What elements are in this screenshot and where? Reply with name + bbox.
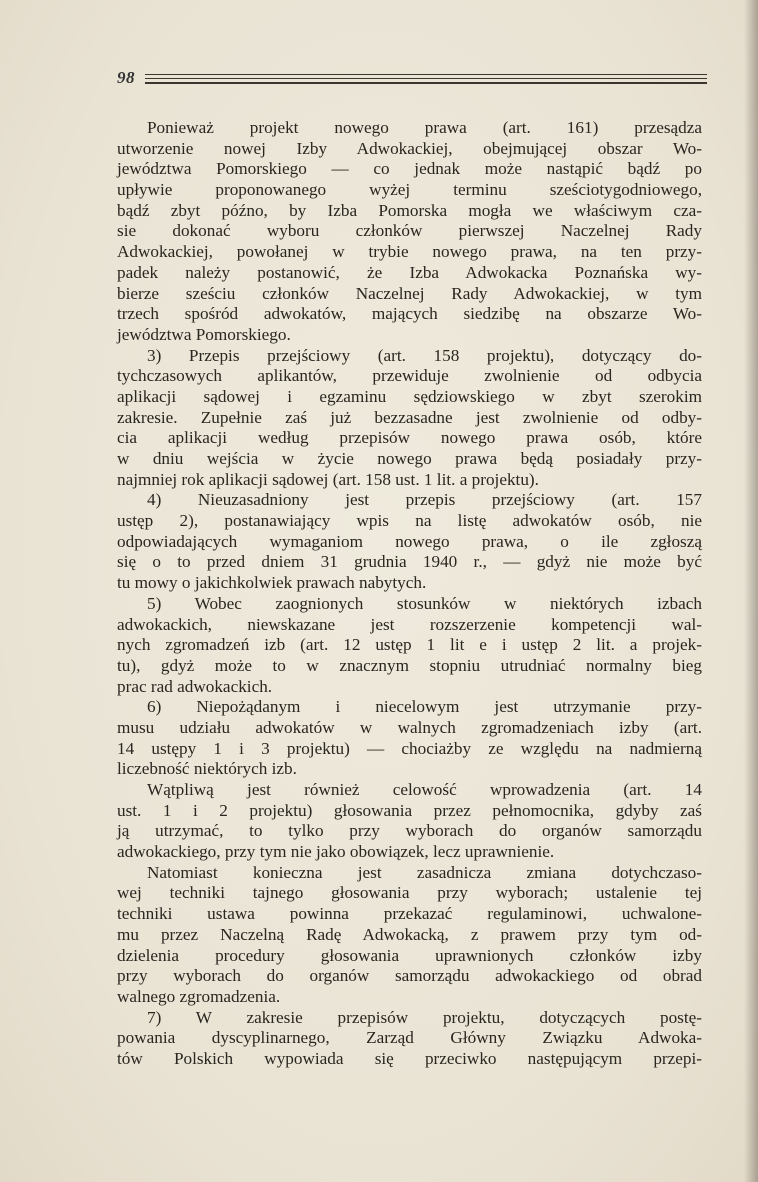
text-line: adwokackiego, przy tym nie jako obowiązek, lecz uprawnienie. — [117, 842, 555, 862]
text-line: musu udziału adwokatów w walnych zgromadzeniach izby (art. — [117, 717, 702, 737]
text-line: ust. 1 i 2 projektu) głosowania przez pełnomocnika, gdyby zaś — [117, 800, 702, 820]
body-text — [117, 118, 702, 1070]
text-line: aplikacji sądowej i egzaminu sędziowskiego w zbyt szerokim — [117, 386, 702, 406]
text-line: Wątpliwą jest również celowość wprowadzenia (art. 14 — [147, 780, 702, 799]
text-line: trzech spośród adwokatów, mających siedzibę na obszarze Wo- — [117, 304, 702, 324]
header-rule — [145, 82, 707, 84]
text-line: bądź zbyt późno, by Izba Pomorska mogła we właściwym cza- — [117, 200, 702, 220]
text-line: tu), gdyż może to w znacznym stopniu utrudniać normalny bieg — [117, 655, 702, 675]
text-line: Ponieważ projekt nowego prawa (art. 161) przesądza — [147, 118, 702, 137]
text-line: jewództwa Pomorskiego — co jednak może nastąpić bądź po — [117, 159, 702, 179]
text-line: tychczasowych aplikantów, przewiduje zwolnienie od odbycia — [117, 366, 702, 386]
text-line: nych zgromadzeń izb (art. 12 ustęp 1 lit e i ustęp 2 lit. a projek- — [117, 635, 702, 655]
text-line: sie dokonać wyboru członków pierwszej Naczelnej Rady — [117, 221, 702, 241]
text-line: prac rad adwokackich. — [117, 676, 273, 696]
text-line: Natomiast konieczna jest zasadnicza zmiana dotychczaso- — [147, 862, 702, 882]
text-line: tu mowy o jakichkolwiek prawach nabytych. — [117, 573, 427, 593]
text-line: 6) Niepożądanym i niecelowym jest utrzymanie przy- — [147, 697, 702, 717]
text-line: padek należy postanowić, że Izba Adwokacka Poznańska wy- — [117, 262, 702, 282]
text-line: Adwokackiej, powołanej w trybie nowego prawa, na ten przy- — [117, 242, 702, 262]
text-line: upływie proponowanego wyżej terminu sześciotygodniowego, — [117, 180, 702, 200]
text-line: się o to przed dniem 31 grudnia 1940 r., — gdyż nie może być — [117, 552, 702, 572]
text-line: bierze sześciu członków Naczelnej Rady Adwokackiej, w tym — [117, 283, 702, 303]
text-line: ją utrzymać, to tylko przy wyborach do organów samorządu — [117, 821, 702, 841]
text-line: ustęp 2), postanawiający wpis na listę adwokatów osób, nie — [117, 511, 702, 531]
text-line: zakresie. Zupełnie zaś już bezzasadne jest zwolnienie od odby- — [117, 407, 702, 427]
page-edge-shadow — [744, 0, 758, 1182]
page-header — [117, 68, 707, 92]
text-line: techniki ustawa powinna przekazać regulaminowi, uchwalone- — [117, 904, 702, 924]
text-line: 3) Przepis przejściowy (art. 158 projektu), dotyczący do- — [147, 345, 702, 365]
text-line: 14 ustępy 1 i 3 projektu) — chociażby ze względu na nadmierną — [117, 738, 702, 758]
text-line: utworzenie nowej Izby Adwokackiej, obejmującej obszar Wo- — [117, 138, 702, 158]
text-line: walnego zgromadzenia. — [117, 986, 281, 1006]
text-line: odpowiadających wymaganiom nowego prawa, o ile zgłoszą — [117, 531, 702, 551]
text-line: cia aplikacji według przepisów nowego prawa osób, które — [117, 428, 702, 448]
text-line: liczebność niektórych izb. — [117, 759, 297, 779]
text-line: w dniu wejścia w życie nowego prawa będą posiadały przy- — [117, 449, 702, 468]
text-line: mu przez Naczelną Radę Adwokacką, z prawem przy tym od- — [117, 924, 702, 944]
text-line: najmniej rok aplikacji sądowej (art. 158 ust. 1 lit. a projektu). — [117, 469, 539, 489]
text-line: adwokackich, niewskazane jest rozszerzenie kompetencji wal- — [117, 614, 702, 634]
text-line: dzielenia procedury głosowania uprawnionych członków izby — [117, 945, 702, 965]
page-number: 98 — [117, 68, 135, 87]
text-line: 5) Wobec zaognionych stosunków w niektórych izbach — [147, 593, 702, 613]
text-line: wej techniki tajnego głosowania przy wyborach; ustalenie tej — [117, 883, 702, 903]
text-line: jewództwa Pomorskiego. — [117, 324, 291, 344]
text-line: przy wyborach do organów samorządu adwokackiego od obrad — [117, 966, 702, 986]
text-line: 4) Nieuzasadniony jest przepis przejściowy (art. 157 — [147, 490, 702, 510]
text-line: tów Polskich wypowiada się przeciwko następującym przepi- — [117, 1048, 702, 1068]
header-rule — [145, 74, 707, 75]
text-line: 7) W zakresie przepisów projektu, dotyczących postę- — [147, 1007, 702, 1027]
text-line: powania dyscyplinarnego, Zarząd Główny Związku Adwoka- — [117, 1028, 702, 1048]
header-rule — [145, 78, 707, 79]
